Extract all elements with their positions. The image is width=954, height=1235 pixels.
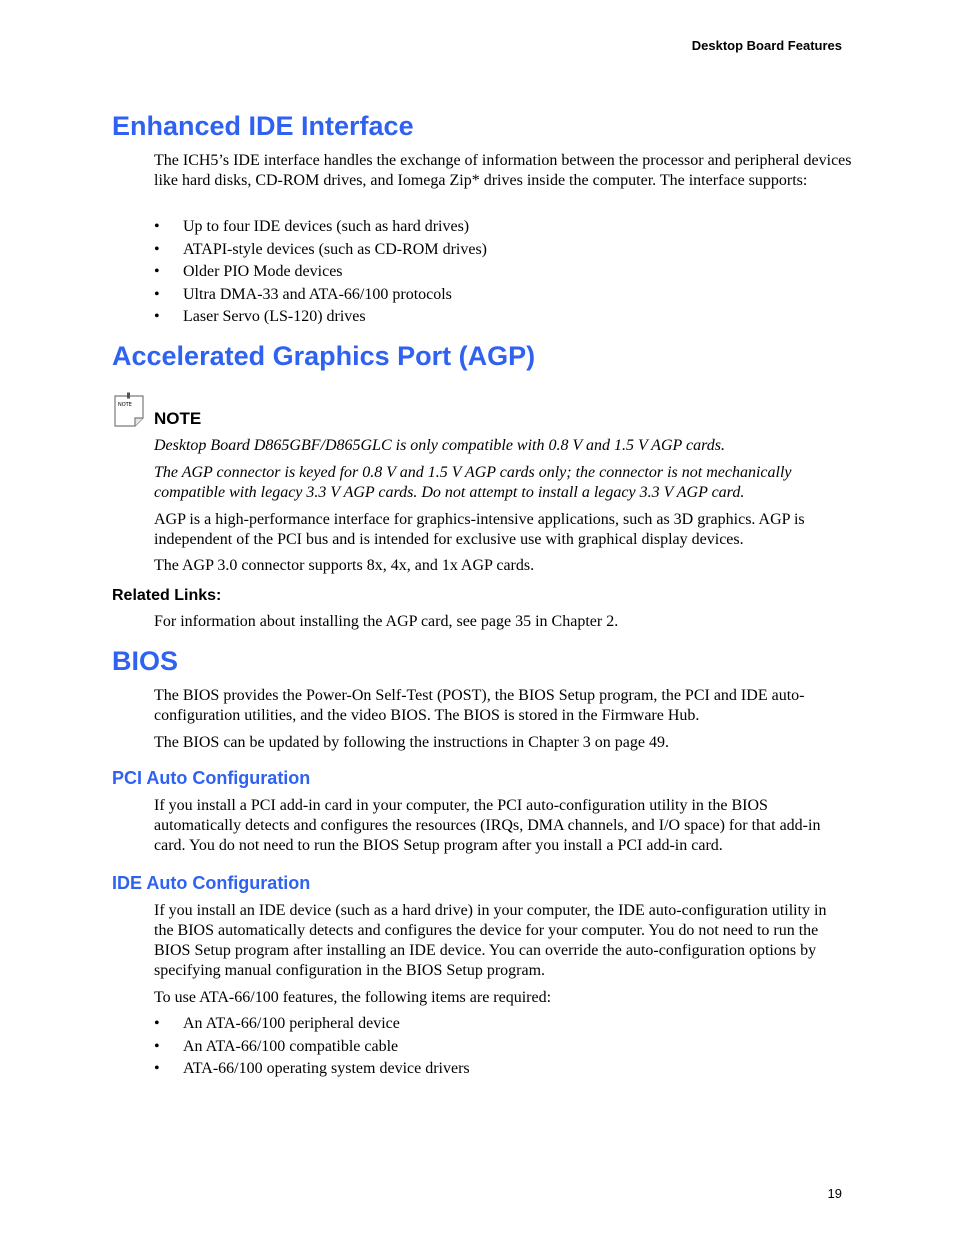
list-item-text: ATA-66/100 operating system device drivers — [183, 1060, 470, 1077]
bullet-icon: • — [154, 263, 160, 280]
section-heading-ide: Enhanced IDE Interface — [112, 111, 414, 141]
list-item — [154, 240, 854, 263]
ide-support-list — [154, 217, 854, 330]
list-item-text: Laser Servo (LS-120) drives — [183, 308, 366, 325]
related-links-label: Related Links: — [112, 587, 222, 604]
running-header: Desktop Board Features — [691, 38, 842, 53]
note-title: NOTE — [154, 409, 202, 428]
note-icon — [113, 392, 145, 428]
note-line-1: Desktop Board D865GBF/D865GLC is only compatible with 0.8 V and 1.5 V AGP cards. — [154, 437, 725, 454]
bios-paragraph-1: The BIOS provides the Power-On Self-Test (POST), the BIOS Setup program, the PCI and IDE auto-configuration utilities, and the video BIOS. The BIOS is stored in the Firmware Hub. — [154, 687, 805, 724]
bullet-icon: • — [154, 218, 160, 235]
bullet-icon: • — [154, 1037, 160, 1055]
requirements-intro: To use ATA-66/100 features, the following items are required: — [154, 989, 552, 1006]
bullet-icon: • — [154, 1015, 160, 1032]
list-item-text: ATAPI-style devices (such as CD-ROM drives) — [183, 240, 487, 258]
bullet-icon: • — [154, 1060, 160, 1077]
ide-intro-paragraph: The ICH5’s IDE interface handles the exchange of information between the processor and peripheral devices like hard disks, CD-ROM drives, and Iomega Zip* drives inside the computer. The interface supports: — [154, 152, 852, 189]
list-item — [154, 1014, 854, 1037]
bullet-icon: • — [154, 240, 160, 258]
ide-auto-paragraph: If you install an IDE device (such as a hard drive) in your computer, the IDE auto-configuration utility in the BIOS automatically detects and configures the device for your computer. You do not need to run the BIOS Setup program after installing an IDE device. You can override the auto-configuration options by specifying manual configuration in the BIOS Setup program. — [154, 902, 827, 979]
bullet-icon: • — [154, 308, 160, 325]
list-item — [154, 217, 854, 240]
list-item-text: Ultra DMA-33 and ATA-66/100 protocols — [183, 285, 452, 303]
list-item-text: Up to four IDE devices (such as hard drives) — [183, 218, 470, 235]
list-item — [154, 1037, 854, 1060]
bullet-icon: • — [154, 285, 160, 303]
section-heading-bios: BIOS — [112, 646, 179, 676]
list-item — [154, 262, 854, 285]
subsection-heading-ide-auto: IDE Auto Configuration — [112, 873, 311, 893]
list-item — [154, 1059, 854, 1082]
section-heading-agp: Accelerated Graphics Port (AGP) — [112, 341, 536, 371]
list-item-text: An ATA-66/100 compatible cable — [183, 1037, 399, 1055]
agp-paragraph-2: The AGP 3.0 connector supports 8x, 4x, and 1x AGP cards. — [154, 557, 535, 574]
bios-paragraph-2: The BIOS can be updated by following the instructions in Chapter 3 on page 49. — [154, 734, 670, 751]
page-number: 19 — [827, 1186, 842, 1201]
list-item-text: Older PIO Mode devices — [183, 263, 343, 280]
list-item — [154, 285, 854, 308]
list-item-text: An ATA-66/100 peripheral device — [183, 1015, 400, 1032]
subsection-heading-pci: PCI Auto Configuration — [112, 768, 311, 788]
pci-paragraph: If you install a PCI add-in card in your computer, the PCI auto-configuration utility in the BIOS automatically detects and configures the resources (IRQs, DMA channels, and I/O space) for that add-in card. You do not need to run the BIOS Setup program after you install a PCI add-in card. — [154, 797, 821, 854]
requirements-list — [154, 1014, 854, 1082]
note-line-2: The AGP connector is keyed for 0.8 V and 1.5 V AGP cards only; the connector is not mechanically compatible with legacy 3.3 V AGP cards. Do not attempt to install a legacy 3.3 V AGP card. — [154, 464, 792, 501]
note-icon-label: NOTE — [118, 402, 132, 408]
list-item — [154, 307, 854, 330]
related-links-text: For information about installing the AGP card, see page 35 in Chapter 2. — [154, 613, 619, 630]
agp-paragraph-1: AGP is a high-performance interface for graphics-intensive applications, such as 3D graphics. AGP is independent of the PCI bus and is intended for exclusive use with graphical display devices. — [154, 511, 805, 548]
